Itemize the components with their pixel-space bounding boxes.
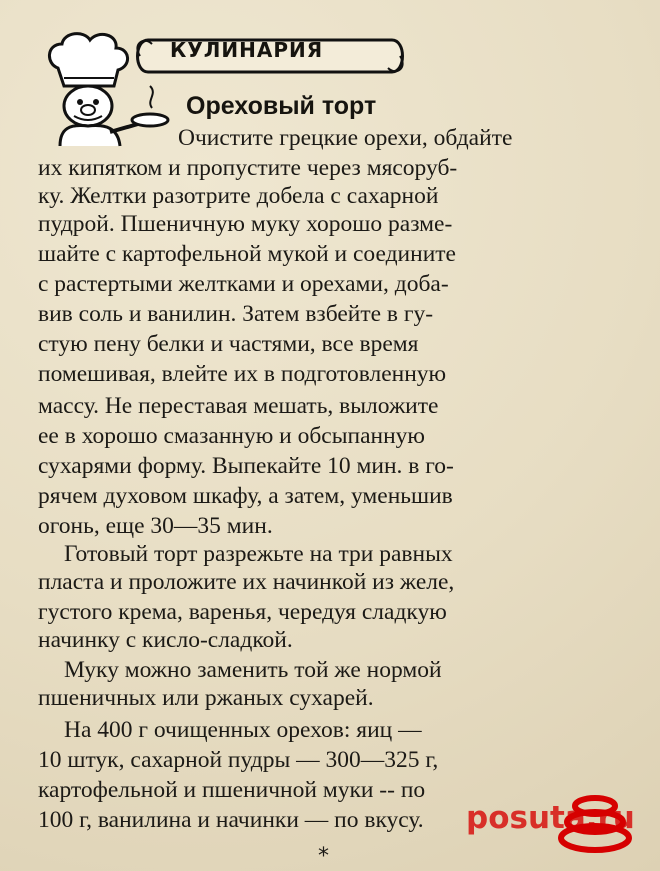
text-line: рячем духовом шкафу, а затем, уменьшив <box>38 483 453 509</box>
text-line: На 400 г очищенных орехов: яиц — <box>64 717 422 743</box>
text-line: стую пену белки и частями, все время <box>38 331 419 357</box>
text-line: Муку можно заменить той же нормой <box>64 657 442 683</box>
text-line: шайте с картофельной мукой и соедините <box>38 241 456 267</box>
stacked-plates-icon <box>555 788 635 858</box>
text-line: пласта и проложите их начинкой из желе, <box>38 569 455 595</box>
text-line: Готовый торт разрежьте на три равных <box>64 541 453 567</box>
text-line: сухарями форму. Выпекайте 10 мин. в го- <box>38 453 454 479</box>
text-line: массу. Не переставая мешать, выложите <box>38 393 439 419</box>
watermark-text: posuta.ru <box>466 800 635 836</box>
text-line: вив соль и ванилин. Затем взбейте в гу- <box>38 301 434 327</box>
text-line: огонь, еще 30—35 мин. <box>38 513 273 539</box>
text-line: начинку с кисло-сладкой. <box>38 627 293 653</box>
text-line: с растертыми желтками и орехами, доба- <box>38 271 449 297</box>
text-line: пудрой. Пшеничную муку хорошо разме- <box>38 211 453 237</box>
text-line: их кипятком и пропустите через мясоруб- <box>38 155 458 181</box>
text-line: помешивая, влейте их в подготовленную <box>38 361 447 387</box>
section-label: КУЛИНАРИЯ <box>170 38 324 62</box>
text-line: пшеничных или ржаных сухарей. <box>38 685 374 711</box>
text-line: густого крема, варенья, чередуя сладкую <box>38 599 447 625</box>
text-line: 100 г, ванилина и начинки — по вкусу. <box>38 807 424 833</box>
text-line: ее в хорошо смазанную и обсыпанную <box>38 423 425 449</box>
article-title: Ореховый торт <box>186 92 377 120</box>
text-line: картофельной и пшеничной муки -- по <box>38 777 426 803</box>
end-mark: * <box>318 844 329 869</box>
text-line: Очистите грецкие орехи, обдайте <box>178 125 513 151</box>
text-line: ку. Желтки разотрите добела с сахарной <box>38 183 439 209</box>
text-line: 10 штук, сахарной пудры — 300—325 г, <box>38 747 439 773</box>
